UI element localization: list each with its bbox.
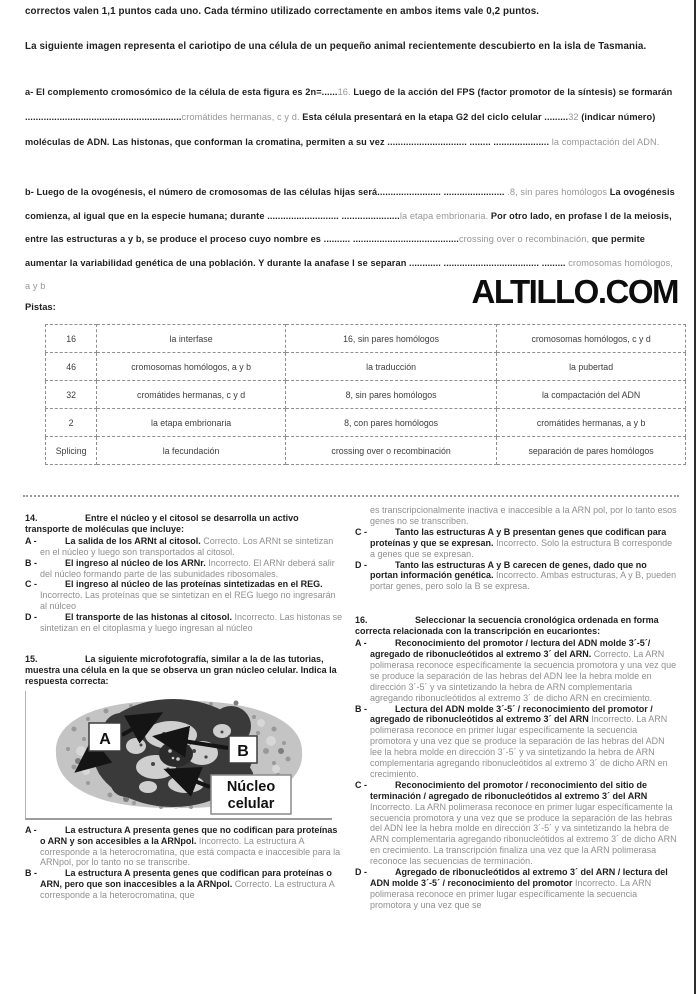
hint-cell: 16, sin pares homólogos (285, 325, 496, 353)
question-prompt-text: Luego de la acción del FPS (factor promotor de la síntesis) se formarán ........................................................... (25, 87, 673, 122)
option-letter: B - (355, 703, 367, 714)
altillo-logo: ALTILLO.COM (471, 273, 678, 310)
blank-answer-text: .8, sin pares homólogos (507, 187, 608, 197)
answer-option (355, 704, 677, 780)
hint-cell: la fecundación (97, 437, 286, 465)
question-prompt-text: que permite aumentar la variabilidad genética de una población. Y durante la anafase I se separan ............ .................................... ......... (25, 234, 645, 268)
option-statement: El transporte de las histonas al citosol. (65, 612, 235, 623)
option-statement: La estructura A presenta genes que codifican para proteínas o ARN, pero que son inaccesibles a la ARNpol. (40, 868, 332, 890)
hints-row (46, 437, 686, 465)
hint-cell: cromátides hermanas, a y b (497, 409, 686, 437)
question-prompt-text: b- Luego de la ovogénesis, el número de cromosomas de las células hijas será........................ ....................... (25, 187, 508, 197)
blank-answer-text: la etapa embrionaria. (399, 210, 489, 221)
option-letter: C - (355, 526, 367, 537)
option-letter: D - (25, 612, 37, 623)
hint-cell: 2 (46, 409, 97, 437)
question-16-number: 16. (355, 615, 368, 626)
question-14-title (25, 513, 343, 535)
hint-cell: 8, con pares homólogos (285, 409, 496, 437)
hints-label: Pistas: (25, 301, 56, 312)
question-prompt-text: (indicar número) moléculas de ADN. Las histonas, que conforman la cromatina, permiten a su vez .............................. ........ ..................... (25, 112, 656, 147)
answer-option (25, 825, 343, 869)
option-explanation: Incorrecto. Las histonas se sintetizan en el citoplasma y luego ingresan al núcleo (40, 612, 343, 634)
option-statement: El ingreso al núcleo de los ARNr. (65, 557, 209, 568)
answer-option (355, 867, 677, 911)
hints-table-body (46, 325, 686, 465)
hint-cell: la etapa embrionaria (97, 409, 286, 437)
question-16-options (355, 638, 677, 911)
question-15-text: La siguiente microfotografía, similar a la de las tutorias, muestra una célula en la que se observa un gran núcleo celular. Indica la respuesta correcta: (25, 653, 337, 686)
page-edge-line (694, 0, 696, 994)
question-15-options-left (25, 825, 343, 901)
option-letter: D - (355, 559, 367, 570)
answer-option (25, 579, 343, 612)
hint-cell: 16 (46, 325, 97, 353)
option-explanation: Incorrecto. La estructura A corresponde a la heterocromatina, que está compacta e inaccesible para la ARNpol, por lo tanto no se transcribe. (40, 835, 341, 868)
hint-cell: cromátides hermanas, c y d (97, 381, 286, 409)
hint-cell: cromosomas homólogos, a y b (97, 353, 286, 381)
hint-cell: la interfase (97, 325, 286, 353)
answer-option (355, 527, 677, 560)
left-column (25, 513, 343, 901)
option-explanation: Correcto. La estructura A corresponde a la heterocromatina, que (40, 879, 335, 901)
option-statement: Reconocimiento del promotor / lectura del ADN molde 3´-5´/ agregado de ribonucleótidos al extremo 3´ del ARN. (370, 638, 651, 659)
question-15-title (25, 654, 343, 687)
answer-option (355, 638, 677, 703)
hint-cell: 46 (46, 353, 97, 381)
question-14-number: 14. (25, 513, 38, 523)
hint-cell: Splicing (46, 437, 97, 465)
option-explanation: Correcto. La ARN polimerasa reconoce específicamente la secuencia promotora y una vez que se produce la separación de las hebras del ADN lee la hebra molde en dirección 3´-5´ y va sintetizando la hebra de ARN complementaria agregando ribonucleótidos al extremo 3´ de dicho ARN en crecimiento. (370, 648, 677, 703)
answer-option (355, 560, 677, 593)
option-statement: Tanto las estructuras A y B presentan genes que codifican para proteínas y que se expresan. (370, 526, 667, 548)
option-statement: Tanto las estructuras A y B carecen de genes, dado que no portan información genética. (370, 559, 647, 581)
option-letter: A - (355, 638, 367, 649)
option-statement: La salida de los ARNt al citosol. (65, 535, 204, 546)
hints-row (46, 381, 686, 409)
hints-table (45, 324, 686, 465)
blank-answer-text: cromosomas homólogos, a y b (25, 257, 673, 291)
nucleus-label-line1: Núcleo (226, 778, 276, 795)
figure-label-a: A (99, 730, 111, 748)
question-prompt-text: Esta célula presentará en la etapa G2 del ciclo celular ......... (299, 112, 569, 122)
option-letter: A - (25, 535, 37, 546)
question-15-number: 15. (25, 653, 38, 664)
hint-cell: 32 (46, 381, 97, 409)
answer-option (25, 868, 343, 901)
option-explanation: Incorrecto. La ARN polimerasa reconoce en primer lugar específicamente la secuencia promotora y una vez que se produce la separación de las hebras del ADN lee la hebra molde en dirección 3´-5´ y va sintetizando la hebra de ARN complementaria agregando ribonucleótidos al extremo 3´ de dicho ARN en crecimiento. (370, 714, 668, 779)
option-explanation: Incorrecto. Ambas estructuras, A y B, pueden portar genes, pero solo la B se expresa. (370, 570, 677, 592)
answer-option (25, 558, 343, 580)
fill-in-paragraph-a (25, 80, 680, 155)
cell-micrograph-svg (26, 691, 331, 816)
question-14-options (25, 536, 343, 634)
question-prompt-text: a- El complemento cromosómico de la célula de esta figura es 2n=...... (25, 87, 338, 97)
question-16-title (355, 615, 677, 637)
karyotype-intro: La siguiente imagen representa el cariotipo de una célula de un pequeño animal recientemente descubierto en la isla de Tasmania. (25, 41, 647, 52)
blank-answer-text: 32 (568, 112, 579, 122)
option-statement: La estructura A presenta genes que no codifican para proteínas o ARN y son accesibles a la ARNpol. (40, 824, 338, 846)
blank-answer-text: crossing over o recombinación, (458, 234, 590, 244)
hints-row (46, 409, 686, 437)
option-letter: C - (25, 579, 37, 590)
option-statement: Reconocimiento del promotor / reconocimiento del sitio de terminación / agregado de ribonucleótidos al extremo 3´ del ARN (370, 779, 648, 801)
cell-micrograph (25, 691, 332, 820)
answer-option (25, 612, 343, 634)
hint-cell: la traducción (285, 353, 496, 381)
option-letter: B - (25, 868, 37, 879)
question-prompt-text: Por otro lado, en profase I de la meiosis, entre las estructuras a y b, se produce el proceso cuyo nombre es .......... ........................................ (25, 210, 672, 244)
hint-cell: 8, sin pares homólogos (285, 381, 496, 409)
option-letter: D - (355, 867, 367, 878)
option-explanation: Correcto. Los ARNt se sintetizan en el núcleo y luego son transportados al citosol. (40, 535, 334, 557)
option-statement: Agregado de ribonucleótidos al extremo 3´ del ARN / lectura del ADN molde 3´-5´ / reconocimiento del promotor (370, 867, 668, 888)
dotted-separator (23, 495, 679, 497)
option-letter: B - (25, 557, 37, 568)
answer-option (355, 780, 677, 867)
hints-row (46, 325, 686, 353)
option-letter: A - (25, 824, 37, 835)
right-column (355, 505, 677, 911)
option-statement: El ingreso al núcleo de las proteínas sintetizadas en el REG. (65, 579, 323, 590)
hint-cell: la compactación del ADN (497, 381, 686, 409)
answer-option (25, 536, 343, 558)
nucleus-label-line2: celular (227, 795, 275, 812)
blank-answer-text: cromátides hermanas, c y d. (181, 112, 300, 122)
q15-option-b-continuation: es transcripcionalmente inactiva e inaccesible a la ARN pol, por lo tanto esos genes no se transcriben. (370, 505, 677, 526)
option-explanation: Incorrecto. Solo la estructura B corresponde a genes que se expresan. (370, 537, 673, 559)
hint-cell: crossing over o recombinación (285, 437, 496, 465)
question-16-text: Seleccionar la secuencia cronológica ordenada en forma correcta relacionada con la transcripción en eucariontes: (355, 615, 659, 637)
question-prompt-text: La ovogénesis comienza, al igual que en la especie humana; durante ........................... ...................... (25, 187, 675, 221)
option-statement: Lectura del ADN molde 3´-5´ / reconocimiento del promotor / agregado de ribonucleótidos al extremo 3´ del ARN (370, 703, 653, 725)
hints-row (46, 353, 686, 381)
hint-cell: la pubertad (497, 353, 686, 381)
blank-answer-text: la compactación del ADN. (551, 137, 660, 147)
scoring-note: correctos valen 1,1 puntos cada uno. Cada término utilizado correctamente en ambos items vale 0,2 puntos. (25, 6, 540, 17)
option-explanation: Incorrecto. La ARN polimerasa reconoce en primer lugar específicamente la secuencia promotora y una vez que se produce la separación de las hebras del ADN lee la hebra molde en dirección 3´-5´ y va sintetizando la hebra de ARN complementaria agregando ribonucleótidos al extremo 3´ de dicho ARN en crecimiento. La transcripción finaliza una vez que la ARN polimerasa reconoce las secuencias de terminación. (370, 801, 677, 867)
option-explanation: Incorrecto. El ARNr deberá salir del núcleo formando parte de las subunidades ribosomales. (40, 557, 335, 579)
question-15-options-right (355, 527, 677, 592)
question-14-text: Entre el núcleo y el citosol se desarrolla un activo transporte de moléculas que incluye: (25, 513, 299, 534)
hint-cell: cromosomas homólogos, c y d (497, 325, 686, 353)
option-explanation: Incorrecto. Las proteínas que se sintetizan en el REG luego no ingresarán al núlceo (40, 590, 336, 612)
figure-label-b: B (237, 742, 249, 760)
blank-answer-text: 16. (337, 87, 351, 97)
option-explanation: Incorrecto. La ARN polimerasa reconoce en primer lugar específicamente la secuencia promotora y una vez que se (370, 878, 652, 910)
nucleolus (159, 741, 193, 767)
option-letter: C - (355, 779, 367, 790)
hint-cell: separación de pares homólogos (497, 437, 686, 465)
